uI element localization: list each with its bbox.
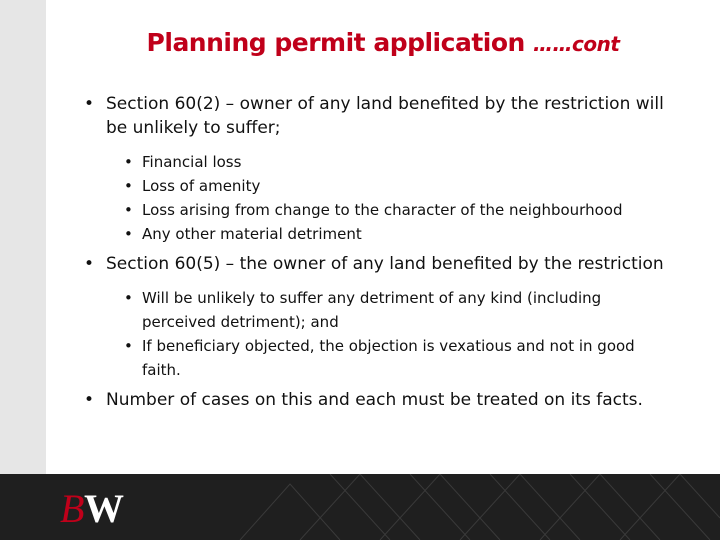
sub-bullet-item <box>84 150 664 174</box>
bullet-dot-icon: • <box>124 201 133 219</box>
sub-bullet-list <box>84 150 664 246</box>
bullet-dot-icon: • <box>84 254 95 274</box>
logo-letter-b: B <box>60 486 85 531</box>
left-margin-strip <box>0 0 46 474</box>
bullet-list <box>84 92 664 422</box>
bullet-dot-icon: • <box>84 390 95 410</box>
sub-bullet-list <box>84 286 664 382</box>
title-text: Planning permit application <box>146 28 525 57</box>
sub-bullet-item <box>84 222 664 246</box>
sub-bullet-item <box>84 334 664 382</box>
sub-bullet-text: If beneficiary objected, the objection is vexatious and not in good faith. <box>142 337 635 379</box>
bullet-dot-icon: • <box>124 177 133 195</box>
bullet-item <box>84 252 664 276</box>
bullet-text: Number of cases on this and each must be treated on its facts. <box>106 390 643 410</box>
sub-bullet-item <box>84 286 664 334</box>
slide-title <box>46 28 720 57</box>
sub-bullet-item <box>84 198 664 222</box>
bullet-item <box>84 388 664 412</box>
slide-canvas <box>46 0 720 474</box>
bullet-dot-icon: • <box>84 94 95 114</box>
sub-bullet-text: Loss arising from change to the character of the neighbourhood <box>142 201 623 219</box>
bullet-dot-icon: • <box>124 153 133 171</box>
bullet-text: Section 60(5) – the owner of any land benefited by the restriction <box>106 254 664 274</box>
sub-bullet-item <box>84 174 664 198</box>
sub-bullet-text: Will be unlikely to suffer any detriment of any kind (including perceived detriment); and <box>142 289 602 331</box>
title-suffix: ……cont <box>533 32 620 56</box>
sub-bullet-text: Financial loss <box>142 153 242 171</box>
logo-letter-w: W <box>84 486 124 531</box>
bullet-text: Section 60(2) – owner of any land benefited by the restriction will be unlikely to suffer; <box>106 94 664 138</box>
sub-bullet-text: Loss of amenity <box>142 177 261 195</box>
bullet-item <box>84 92 664 140</box>
bullet-dot-icon: • <box>124 337 133 355</box>
bullet-dot-icon: • <box>124 289 133 307</box>
bullet-dot-icon: • <box>124 225 133 243</box>
sub-bullet-text: Any other material detriment <box>142 225 362 243</box>
company-logo <box>60 484 130 534</box>
